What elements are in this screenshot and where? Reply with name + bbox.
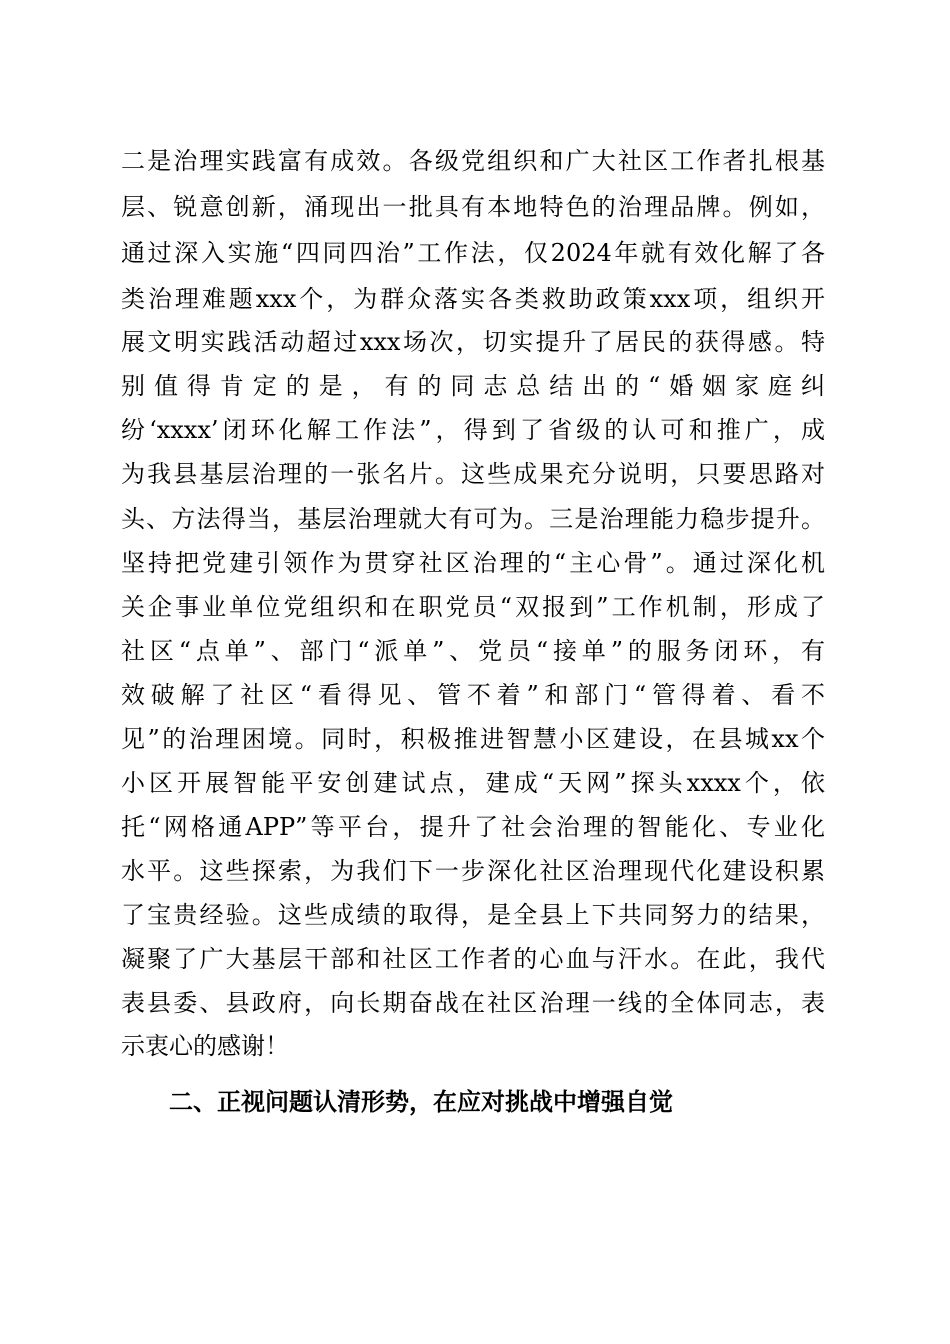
paragraph-line: 纷‘xxxx’闭环化解工作法”，得到了省级的认可和推广，成	[121, 416, 825, 444]
paragraph-line: 凝聚了广大基层干部和社区工作者的心血与汗水。在此，我代	[121, 945, 825, 973]
section-heading: 二、正视问题认清形势，在应对挑战中增强自觉	[169, 1088, 673, 1116]
paragraph-line: 托“网格通APP”等平台，提升了社会治理的智能化、专业化	[121, 813, 825, 841]
paragraph-line: 为我县基层治理的一张名片。这些成果充分说明，只要思路对	[121, 460, 825, 488]
paragraph-line: 了宝贵经验。这些成绩的取得，是全县上下共同努力的结果，	[121, 901, 825, 929]
paragraph-line: 示衷心的感谢！	[121, 1032, 289, 1060]
paragraph-line: 头、方法得当，基层治理就大有可为。三是治理能力稳步提升。	[121, 505, 825, 533]
paragraph-line: 类治理难题xxx个，为群众落实各类救助政策xxx项，组织开	[121, 285, 825, 313]
paragraph-line: 展文明实践活动超过xxx场次，切实提升了居民的获得感。特	[121, 328, 825, 356]
paragraph-line: 坚持把党建引领作为贯穿社区治理的“主心骨”。通过深化机	[121, 549, 825, 577]
paragraph-line: 效破解了社区“看得见、管不着”和部门“管得着、看不	[121, 681, 825, 709]
paragraph-line: 二是治理实践富有成效。各级党组织和广大社区工作者扎根基	[121, 147, 825, 175]
paragraph-line: 关企事业单位党组织和在职党员“双报到”工作机制，形成了	[121, 593, 825, 621]
paragraph-line: 社区“点单”、部门“派单”、党员“接单”的服务闭环，有	[121, 637, 825, 665]
paragraph-line: 通过深入实施“四同四治”工作法，仅2024年就有效化解了各	[121, 239, 825, 267]
paragraph-line: 表县委、县政府，向长期奋战在社区治理一线的全体同志，表	[121, 989, 825, 1017]
paragraph-line: 见”的治理困境。同时，积极推进智慧小区建设，在县城xx个	[121, 725, 825, 753]
paragraph-line: 别值得肯定的是，有的同志总结出的“婚姻家庭纠	[121, 372, 825, 400]
paragraph-line: 小区开展智能平安创建试点，建成“天网”探头xxxx个，依	[121, 769, 825, 797]
paragraph-line: 层、锐意创新，涌现出一批具有本地特色的治理品牌。例如，	[121, 193, 825, 221]
paragraph-line: 水平。这些探索，为我们下一步深化社区治理现代化建设积累	[121, 857, 825, 885]
